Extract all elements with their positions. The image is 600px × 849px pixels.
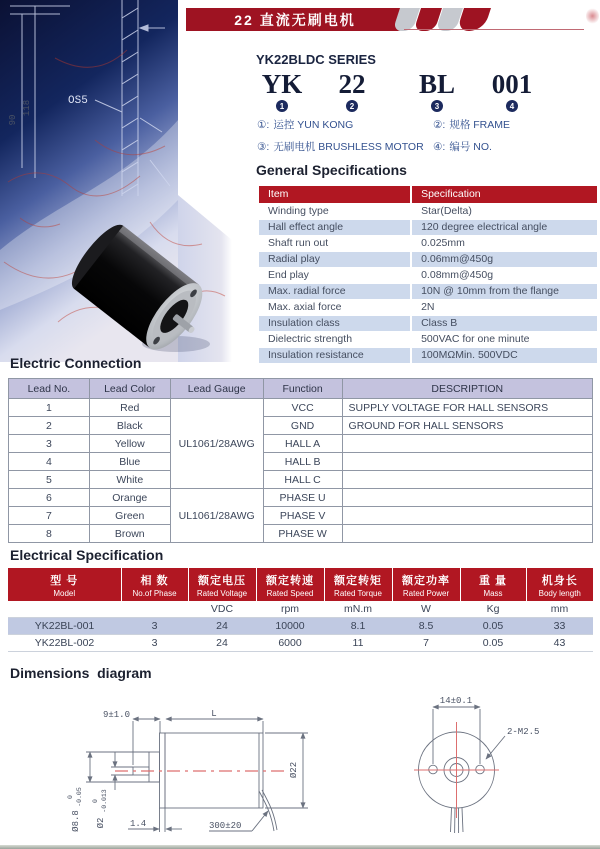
dim-shaft-diameter: Ø2 <box>96 817 106 829</box>
dim-wire-length: 300±20 <box>209 821 242 831</box>
legend-item-1 <box>257 117 433 132</box>
banner-underline <box>404 29 584 30</box>
gs-col-item: Item <box>259 186 411 204</box>
table-header-row <box>259 186 597 204</box>
hero-image <box>0 0 232 362</box>
ec-lead-color: Red <box>89 399 170 417</box>
ec-lead-no: 7 <box>9 507 90 525</box>
es-model: YK22BL-002 <box>8 635 121 652</box>
es-unit: rpm <box>256 601 324 618</box>
es-model: YK22BL-001 <box>8 618 121 635</box>
es-col-zh: 机身长 <box>541 574 578 587</box>
ec-description: SUPPLY VOLTAGE FOR HALL SENSORS <box>342 399 592 417</box>
ec-function: GND <box>263 417 342 435</box>
es-value: 0.05 <box>460 635 526 652</box>
es-col-zh: 额定转速 <box>266 574 314 587</box>
table-row <box>259 332 597 348</box>
side-boss <box>149 752 160 782</box>
ec-function: PHASE U <box>263 489 342 507</box>
code-part-22 <box>324 70 380 112</box>
es-value: 7 <box>392 635 460 652</box>
es-unit: mN.m <box>324 601 392 618</box>
dim-boss-tol-upper: 0 <box>67 795 74 799</box>
es-col-power <box>392 568 460 601</box>
ec-description <box>342 525 592 543</box>
es-col-phase <box>121 568 188 601</box>
table-row <box>9 435 593 453</box>
ec-lead-no: 4 <box>9 453 90 471</box>
table-row <box>259 268 597 284</box>
es-unit: mm <box>526 601 593 618</box>
table-row <box>259 284 597 300</box>
table-row <box>259 316 597 332</box>
es-value: 11 <box>324 635 392 652</box>
electric-connection-heading: Electric Connection <box>10 355 142 371</box>
ec-lead-no: 1 <box>9 399 90 417</box>
ec-lead-color: Black <box>89 417 170 435</box>
gs-item: Max. radial force <box>259 284 411 300</box>
ec-col-lead-gauge: Lead Gauge <box>170 379 263 399</box>
legend-item-3 <box>257 139 433 154</box>
gs-item: Radial play <box>259 252 411 268</box>
table-header-row <box>8 568 593 601</box>
table-row <box>259 252 597 268</box>
es-col-mass <box>460 568 526 601</box>
es-col-length <box>526 568 593 601</box>
dim-hole-pitch: 14±0.1 <box>439 696 473 706</box>
front-wire-1 <box>451 808 452 832</box>
es-col-zh: 额定转矩 <box>334 574 382 587</box>
table-row <box>9 399 593 417</box>
es-value: 24 <box>188 618 256 635</box>
ec-col-lead-no: Lead No. <box>9 379 90 399</box>
code-text-22: 22 <box>338 69 366 99</box>
ec-lead-color: Yellow <box>89 435 170 453</box>
gs-value: Star(Delta) <box>411 204 597 220</box>
ec-lead-no: 3 <box>9 435 90 453</box>
general-specs-heading: General Specifications <box>256 162 407 178</box>
dim-mounting-holes: 2-M2.5 <box>507 727 540 737</box>
front-centerlines <box>414 722 499 818</box>
gs-value: Class B <box>411 316 597 332</box>
ec-lead-color: Orange <box>89 489 170 507</box>
legend-num-2: ②: <box>433 119 446 131</box>
es-col-speed <box>256 568 324 601</box>
electrical-spec-heading: Electrical Specification <box>10 547 164 563</box>
code-dot-1: 1 <box>276 100 288 112</box>
ec-lead-color: Blue <box>89 453 170 471</box>
table-row <box>9 525 593 543</box>
ec-description: GROUND FOR HALL SENSORS <box>342 417 592 435</box>
ec-col-description: DESCRIPTION <box>342 379 592 399</box>
hero-note-os5: OS5 <box>68 95 88 107</box>
ec-gauge-group-2: UL1061/28AWG <box>170 489 263 543</box>
gs-value: 100MΩMin. 500VDC <box>411 348 597 364</box>
es-unit <box>8 601 121 618</box>
es-col-model <box>8 568 121 601</box>
side-view <box>86 719 308 832</box>
general-specs-table <box>259 186 597 364</box>
code-dot-3: 3 <box>431 100 443 112</box>
code-dot-4: 4 <box>506 100 518 112</box>
code-legend <box>257 117 587 154</box>
scan-smudge <box>586 8 599 24</box>
es-value: 10000 <box>256 618 324 635</box>
es-col-zh: 重 量 <box>478 574 508 587</box>
dimensions-heading: Dimensions diagram <box>10 665 152 681</box>
side-wire-2 <box>262 790 277 830</box>
table-row <box>9 489 593 507</box>
ec-description <box>342 507 592 525</box>
es-col-en: Rated Torque <box>334 588 382 598</box>
page-banner <box>186 8 404 31</box>
ec-function: HALL B <box>263 453 342 471</box>
table-row <box>9 453 593 471</box>
ec-description <box>342 471 592 489</box>
dim-boss-tol-lower: -0.05 <box>76 787 83 807</box>
code-text-001: 001 <box>491 69 533 99</box>
ec-function: HALL A <box>263 435 342 453</box>
dim-body-length: L <box>211 709 217 719</box>
es-col-zh: 额定电压 <box>198 574 246 587</box>
ec-description <box>342 453 592 471</box>
gs-item: Winding type <box>268 205 329 217</box>
es-col-zh: 型 号 <box>50 574 79 587</box>
es-col-en: Mass <box>483 588 503 598</box>
dim-flange-thickness: 1.4 <box>130 819 147 829</box>
es-col-voltage <box>188 568 256 601</box>
electrical-spec-table <box>8 568 593 652</box>
ec-function: HALL C <box>263 471 342 489</box>
table-row <box>9 417 593 435</box>
ec-lead-no: 2 <box>9 417 90 435</box>
es-col-torque <box>324 568 392 601</box>
gs-value: 10N @ 10mm from the flange <box>411 284 597 300</box>
ec-lead-color: Brown <box>89 525 170 543</box>
ec-col-function: Function <box>263 379 342 399</box>
legend-item-4 <box>433 139 587 154</box>
gs-item: Insulation resistance <box>259 348 411 364</box>
banner-title: 22 直流无刷电机 <box>234 11 356 28</box>
es-value: 8.1 <box>324 618 392 635</box>
es-value: 3 <box>121 618 188 635</box>
table-row <box>9 471 593 489</box>
dim-boss-diameter: Ø8.8 <box>71 810 81 832</box>
legend-num-1: ①: <box>257 119 270 131</box>
es-value: 43 <box>526 635 593 652</box>
es-unit: W <box>392 601 460 618</box>
ec-description <box>342 435 592 453</box>
legend-item-2 <box>433 117 587 132</box>
ec-description <box>342 489 592 507</box>
gs-item: Dielectric strength <box>268 333 353 345</box>
units-row <box>8 601 593 618</box>
legend-num-3: ③: <box>257 141 270 153</box>
dimensions-drawing <box>0 690 600 845</box>
gs-col-spec: Specification <box>411 186 597 204</box>
gs-value: 2N <box>411 300 597 316</box>
ec-lead-color: White <box>89 471 170 489</box>
es-col-en: Model <box>53 588 76 598</box>
code-text-bl: BL <box>418 69 456 99</box>
hero-dim-118: 118 <box>22 99 32 117</box>
table-row <box>8 635 593 652</box>
es-unit: VDC <box>188 601 256 618</box>
code-part-bl <box>409 70 465 112</box>
dim-shaft-tol-upper: 0 <box>92 799 99 803</box>
es-value: 0.05 <box>460 618 526 635</box>
gs-item: End play <box>268 269 309 281</box>
gs-value: 0.08mm@450g <box>411 268 597 284</box>
es-value: 3 <box>121 635 188 652</box>
es-col-en: No.of Phase <box>132 588 177 598</box>
legend-label-1: 运控 YUN KONG <box>273 119 354 131</box>
es-value: 6000 <box>256 635 324 652</box>
front-wire-4 <box>462 808 463 832</box>
scan-edge <box>0 845 600 849</box>
series-title: YK22BLDC SERIES <box>256 52 376 67</box>
es-value: 24 <box>188 635 256 652</box>
es-col-zh: 额定功率 <box>402 574 450 587</box>
hero-dim-90: 90 <box>8 114 18 126</box>
table-row <box>259 236 597 252</box>
gs-value: 0.06mm@450g <box>411 252 597 268</box>
es-col-en: Rated Voltage <box>196 588 248 598</box>
code-part-yk <box>254 70 310 112</box>
ec-gauge-group-1: UL1061/28AWG <box>170 399 263 489</box>
gs-item: Hall effect angle <box>259 220 411 236</box>
table-row <box>8 618 593 635</box>
ec-lead-no: 5 <box>9 471 90 489</box>
table-row <box>259 300 597 316</box>
es-value: 33 <box>526 618 593 635</box>
table-row <box>9 507 593 525</box>
stripe-red-2 <box>457 8 491 31</box>
code-part-001 <box>480 70 544 112</box>
es-col-en: Rated Speed <box>266 588 314 598</box>
gs-item: Shaft run out <box>268 237 329 249</box>
gs-value: 500VAC for one minute <box>411 332 597 348</box>
table-row <box>259 348 597 364</box>
es-col-en: Rated Power <box>402 588 450 598</box>
legend-label-2: 规格 FRAME <box>449 119 511 131</box>
gs-value: 120 degree electrical angle <box>411 220 597 236</box>
es-value: 8.5 <box>392 618 460 635</box>
dim-body-diameter: Ø22 <box>289 761 299 779</box>
legend-num-4: ④: <box>433 141 446 153</box>
ec-function: PHASE V <box>263 507 342 525</box>
ec-lead-no: 8 <box>9 525 90 543</box>
ec-lead-color: Green <box>89 507 170 525</box>
gs-value: 0.025mm <box>411 236 597 252</box>
dim-shaft-tol-lower: -0.013 <box>101 789 108 813</box>
dim-shaft-length: 9±1.0 <box>102 710 130 720</box>
table-row <box>259 204 597 220</box>
ec-col-lead-color: Lead Color <box>89 379 170 399</box>
banner-stripes <box>399 8 491 31</box>
ec-lead-no: 6 <box>9 489 90 507</box>
table-row <box>259 220 597 236</box>
gs-item: Insulation class <box>259 316 411 332</box>
table-header-row <box>9 379 593 399</box>
es-unit <box>121 601 188 618</box>
electric-connection-table <box>8 378 593 543</box>
legend-label-3: 无刷电机 BRUSHLESS MOTOR <box>273 141 424 153</box>
code-dot-2: 2 <box>346 100 358 112</box>
es-col-en: Body length <box>538 588 581 598</box>
es-unit: Kg <box>460 601 526 618</box>
es-col-zh: 相 数 <box>140 574 169 587</box>
ec-function: VCC <box>263 399 342 417</box>
legend-label-4: 编号 NO. <box>449 141 492 153</box>
gs-item: Max. axial force <box>268 301 342 313</box>
code-text-yk: YK <box>261 69 303 99</box>
ec-function: PHASE W <box>263 525 342 543</box>
